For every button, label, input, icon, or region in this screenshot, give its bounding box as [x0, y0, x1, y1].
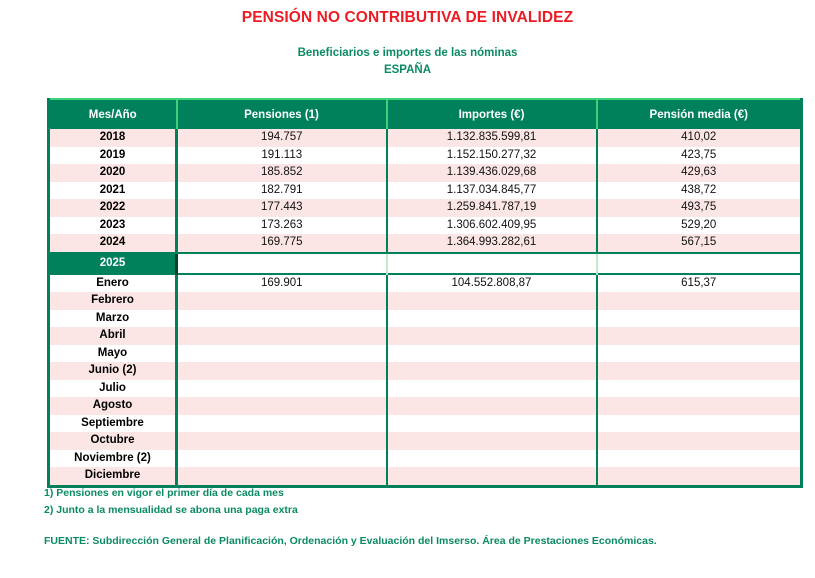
table-row-annual: [49, 199, 802, 217]
footnote-1: 1) Pensiones en vigor el primer día de cada mes: [44, 487, 284, 499]
pensions-table-container: [47, 98, 800, 488]
cell-pensiones: [177, 253, 387, 274]
cell-pension-media: 410,02: [597, 129, 802, 147]
cell-pensiones: [177, 362, 387, 380]
cell-pensiones: 194.757: [177, 129, 387, 147]
table-row-month: [49, 345, 802, 363]
table-header: [49, 99, 802, 129]
column-header-pension-media: Pensión media (€): [597, 99, 802, 129]
row-label: Junio (2): [49, 362, 177, 380]
cell-pension-media: [597, 292, 802, 310]
cell-importes: [387, 450, 597, 468]
column-header-pensiones: Pensiones (1): [177, 99, 387, 129]
table-row-annual: [49, 182, 802, 200]
row-label: Abril: [49, 327, 177, 345]
row-label: Septiembre: [49, 415, 177, 433]
row-label: Marzo: [49, 310, 177, 328]
table-row-month: [49, 274, 802, 293]
table-row-month: [49, 362, 802, 380]
cell-pensiones: [177, 432, 387, 450]
table-row-month: [49, 415, 802, 433]
table-row-annual: [49, 129, 802, 147]
column-header-mes-ano: Mes/Año: [49, 99, 177, 129]
row-label: Febrero: [49, 292, 177, 310]
cell-importes: 1.139.436.029,68: [387, 164, 597, 182]
cell-pension-media: [597, 397, 802, 415]
row-label: Noviembre (2): [49, 450, 177, 468]
cell-pension-media: 423,75: [597, 147, 802, 165]
cell-pension-media: [597, 253, 802, 274]
cell-pension-media: [597, 345, 802, 363]
cell-pensiones: 182.791: [177, 182, 387, 200]
cell-importes: [387, 380, 597, 398]
row-label: Diciembre: [49, 467, 177, 486]
cell-pensiones: [177, 397, 387, 415]
cell-pension-media: 615,37: [597, 274, 802, 293]
footnotes: [44, 485, 298, 519]
cell-pension-media: [597, 432, 802, 450]
pensions-table: [47, 98, 803, 488]
table-row-month: [49, 397, 802, 415]
cell-importes: 1.306.602.409,95: [387, 217, 597, 235]
cell-importes: 1.137.034.845,77: [387, 182, 597, 200]
row-label: 2020: [49, 164, 177, 182]
table-row-annual: [49, 147, 802, 165]
cell-importes: [387, 310, 597, 328]
cell-pensiones: 185.852: [177, 164, 387, 182]
cell-importes: [387, 292, 597, 310]
cell-importes: [387, 415, 597, 433]
cell-importes: [387, 397, 597, 415]
table-row-annual: [49, 234, 802, 253]
table-row-month: [49, 467, 802, 486]
cell-pension-media: [597, 327, 802, 345]
cell-importes: 1.132.835.599,81: [387, 129, 597, 147]
cell-pensiones: [177, 292, 387, 310]
source-line: FUENTE: Subdirección General de Planificación, Ordenación y Evaluación del Imserso. Área de Prestaciones Económicas.: [44, 535, 657, 547]
cell-pension-media: 429,63: [597, 164, 802, 182]
cell-pensiones: [177, 467, 387, 486]
row-label: Octubre: [49, 432, 177, 450]
row-label: 2024: [49, 234, 177, 253]
cell-pension-media: [597, 450, 802, 468]
row-label: 2023: [49, 217, 177, 235]
row-label: 2019: [49, 147, 177, 165]
cell-pension-media: 438,72: [597, 182, 802, 200]
cell-pensiones: [177, 450, 387, 468]
cell-importes: [387, 327, 597, 345]
cell-pensiones: 191.113: [177, 147, 387, 165]
cell-importes: [387, 253, 597, 274]
cell-pensiones: 169.775: [177, 234, 387, 253]
cell-pensiones: [177, 327, 387, 345]
page-region-label: ESPAÑA: [383, 64, 432, 76]
cell-pension-media: [597, 467, 802, 486]
cell-pensiones: 173.263: [177, 217, 387, 235]
cell-importes: 104.552.808,87: [387, 274, 597, 293]
page-subtitle: Beneficiarios e importes de las nóminas: [297, 47, 518, 59]
footnote-2: 2) Junto a la mensualidad se abona una paga extra: [44, 504, 298, 516]
cell-pension-media: 567,15: [597, 234, 802, 253]
cell-importes: 1.152.150.277,32: [387, 147, 597, 165]
table-row-month: [49, 327, 802, 345]
table-row-month: [49, 450, 802, 468]
cell-pension-media: [597, 310, 802, 328]
table-row-annual: [49, 164, 802, 182]
table-header-row: [49, 99, 802, 129]
table-row-month: [49, 292, 802, 310]
cell-importes: [387, 432, 597, 450]
row-label: Julio: [49, 380, 177, 398]
row-label: Mayo: [49, 345, 177, 363]
cell-pension-media: [597, 362, 802, 380]
cell-pensiones: 169.901: [177, 274, 387, 293]
table-row-month: [49, 432, 802, 450]
table-row-month: [49, 380, 802, 398]
cell-pension-media: 529,20: [597, 217, 802, 235]
column-header-importes: Importes (€): [387, 99, 597, 129]
cell-importes: 1.364.993.282,61: [387, 234, 597, 253]
table-row-month: [49, 310, 802, 328]
cell-importes: [387, 467, 597, 486]
cell-pension-media: [597, 380, 802, 398]
cell-importes: [387, 362, 597, 380]
row-label: 2021: [49, 182, 177, 200]
page-header: [0, 0, 815, 78]
row-label: Agosto: [49, 397, 177, 415]
row-label: 2018: [49, 129, 177, 147]
cell-importes: [387, 345, 597, 363]
cell-pension-media: [597, 415, 802, 433]
row-label: 2025: [49, 253, 177, 274]
row-label: Enero: [49, 274, 177, 293]
cell-pensiones: [177, 415, 387, 433]
cell-pension-media: 493,75: [597, 199, 802, 217]
cell-pensiones: [177, 345, 387, 363]
table-row-annual: [49, 217, 802, 235]
cell-pensiones: 177.443: [177, 199, 387, 217]
row-label: 2022: [49, 199, 177, 217]
cell-pensiones: [177, 380, 387, 398]
table-row-year-separator: [49, 253, 802, 274]
page-title: PENSIÓN NO CONTRIBUTIVA DE INVALIDEZ: [241, 9, 574, 26]
cell-pensiones: [177, 310, 387, 328]
table-body: [49, 129, 802, 486]
cell-importes: 1.259.841.787,19: [387, 199, 597, 217]
